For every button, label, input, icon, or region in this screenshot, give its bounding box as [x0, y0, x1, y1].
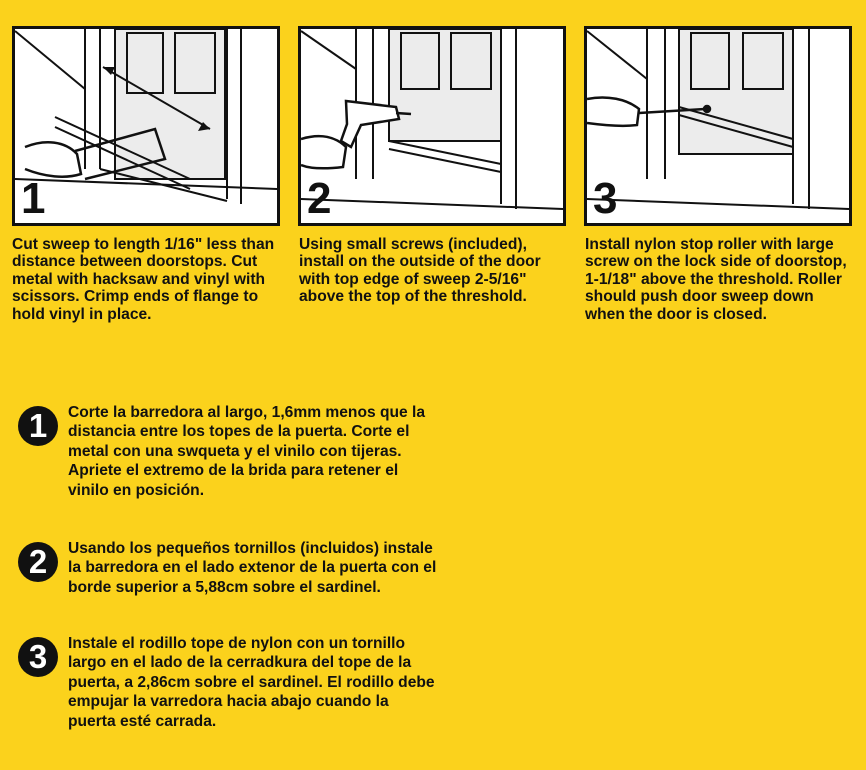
step-badge: 2 [18, 542, 58, 582]
illustration-step-3 [584, 26, 852, 226]
step-number: 1 [21, 174, 46, 223]
step-badge: 1 [18, 406, 58, 446]
step-number: 2 [307, 174, 332, 223]
step-number: 3 [593, 174, 618, 223]
step-1-instructions: Cut sweep to length 1/16" less than distance between doorstops. Cut metal with hacksaw and vinyl with scissors. Crimp ends of flange to hold vinyl in place. [12, 236, 275, 323]
stop-roller-illustration [587, 29, 849, 223]
illustration-step-2 [298, 26, 566, 226]
step-3-instructions: Install nylon stop roller with large screw on the lock side of doorstop, 1-1/18" above the threshold. Roller should push door sweep down when the door is closed. [585, 236, 847, 323]
drill-screws-illustration [301, 29, 563, 223]
spanish-step-text: Usando los pequeños tornillos (incluidos) instale la barredora en el lado extenor de la puerta con el borde superior a 5,88cm sobre el sardinel. [68, 540, 437, 596]
spanish-step-text: Corte la barredora al largo, 1,6mm menos que la distancia entre los topes de la puerta. Corte el metal con una swqueta y el vinilo con tijeras. Apriete el extremo de la brida para retener el vinilo en posición. [68, 404, 426, 499]
step-badge: 3 [18, 637, 58, 677]
step-2-instructions: Using small screws (included), install on the outside of the door with top edge of sweep 2-5/16" above the top of the threshold. [299, 236, 541, 306]
spanish-step-text: Instale el rodillo tope de nylon con un tornillo largo en el lado de la cerradkura del tope de la puerta, a 2,86cm sobre el sardinel. El rodillo debe empujar la varredora hacia abajo cuando la puerta esté carrada. [68, 635, 435, 730]
cut-sweep-illustration [15, 29, 277, 223]
illustration-step-1 [12, 26, 280, 226]
